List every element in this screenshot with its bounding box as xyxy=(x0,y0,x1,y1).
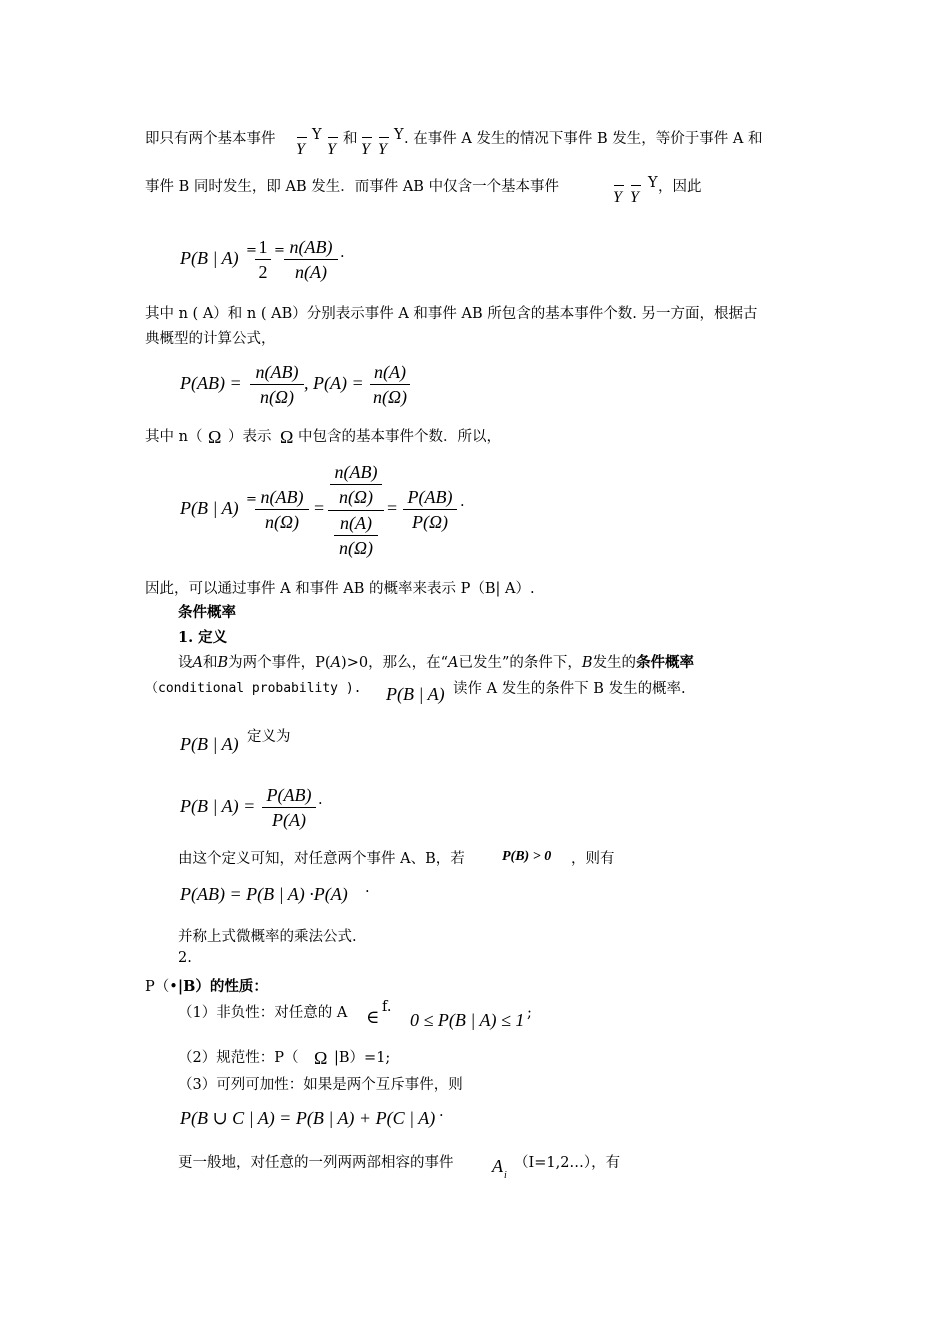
prop1-semicolon: ; xyxy=(527,1005,532,1021)
p6-text-a: 由这个定义可知，对任意两个事件 A、B，若 xyxy=(178,851,465,867)
y-text: Y xyxy=(394,127,404,143)
overline xyxy=(631,185,641,186)
eq1-half xyxy=(255,235,271,284)
section-2-number: 2. xyxy=(178,950,192,966)
numerator: n(AB) xyxy=(260,487,304,507)
y-bar: Y xyxy=(613,189,622,206)
p6-math: P(B) > 0 xyxy=(502,849,552,864)
numerator: n(A) xyxy=(374,362,406,382)
p5-text: 因此，可以通过事件 A 和事件 AB 的概率来表示 P（B| A）. xyxy=(145,581,535,597)
eq5-fraction xyxy=(262,783,316,832)
eq1-dot: . xyxy=(340,245,345,261)
definition-line1 xyxy=(178,651,694,672)
def-text-d: )>0，那么，在“ xyxy=(341,655,448,671)
properties-heading xyxy=(145,975,268,996)
y-bar: Y xyxy=(378,141,387,158)
y-bar: Y xyxy=(630,189,639,206)
prop2-text-a: （2）规范性：P（ xyxy=(178,1050,299,1066)
y-text: Y xyxy=(312,127,322,143)
eq5-dot: . xyxy=(318,792,323,808)
eq3-fraction1 xyxy=(255,485,309,534)
p2-text-a: 事件 B 同时发生，即 AB 发生．而事件 AB 中仅含一个基本事件 xyxy=(145,179,560,195)
eq5-lhs: P(B | A) = xyxy=(180,796,256,816)
overline xyxy=(328,137,338,138)
eq6: P(AB) = P(B | A) ·P(A) xyxy=(180,884,348,904)
eq3-eq2: = xyxy=(387,498,398,518)
y-bar: Y xyxy=(296,141,305,158)
y-text: Y xyxy=(648,175,658,191)
eq3-lhs: P(B | A) xyxy=(180,498,239,518)
prop3-text: （3）可列可加性：如果是两个互斥事件，则 xyxy=(178,1077,463,1093)
eq2-fraction1 xyxy=(250,360,304,409)
y-bar: Y xyxy=(327,141,336,158)
numerator: P(AB) xyxy=(407,487,453,507)
subscript-i: i xyxy=(504,1170,507,1181)
overline xyxy=(614,185,624,186)
eq1-eq: = xyxy=(274,243,285,258)
numerator: n(AB) xyxy=(255,362,299,382)
term-conditional-probability: 条件概率 xyxy=(636,654,695,671)
eq3-fraction3 xyxy=(403,485,457,534)
def-text-a: 设 xyxy=(178,655,193,671)
event-a: A xyxy=(192,655,203,671)
denominator: n(Ω) xyxy=(372,387,407,407)
eq3-eq: = xyxy=(314,498,325,518)
and-text: 和 xyxy=(343,131,358,147)
def-text-b: 和 xyxy=(202,655,218,671)
event-a: A xyxy=(330,655,342,671)
overline xyxy=(362,137,372,138)
p6-text-b: ，则有 xyxy=(571,851,615,867)
element-of-symbol: ∈ xyxy=(366,1007,380,1027)
p4-text-c: 中包含的基本事件个数．所以， xyxy=(298,429,501,445)
numerator: 1 xyxy=(258,237,268,257)
properties-heading-a: P（• xyxy=(145,979,178,995)
def-text-h: 读作 A 发生的条件下 B 发生的概率. xyxy=(453,681,686,697)
p1-text-a: 即只有两个基本事件 xyxy=(145,131,276,147)
eq1-eq-sup: = xyxy=(246,243,257,258)
def-text-f: 发生的 xyxy=(592,655,637,671)
omega-symbol: Ω xyxy=(208,427,222,447)
eq2-mid: , P(A) = xyxy=(304,373,364,393)
eq3-compound-denominator xyxy=(334,511,378,560)
y-bar: Y xyxy=(361,141,370,158)
p1-text-b: . 在事件 A 发生的情况下事件 B 发生，等价于事件 A 和 xyxy=(404,131,763,147)
eq3-compound-numerator xyxy=(330,460,382,509)
numerator: n(A) xyxy=(340,513,372,533)
denominator: n(A) xyxy=(295,262,327,282)
eq4-sup: 定义为 xyxy=(247,729,291,745)
prop1-f: f. xyxy=(382,999,392,1015)
eq2-fraction2 xyxy=(370,360,410,409)
eq3-eq-sup: = xyxy=(246,492,257,507)
eq6-dot: . xyxy=(365,880,370,896)
numerator: n(AB) xyxy=(289,237,333,257)
p3-line1: 其中 n ( A）和 n ( AB）分别表示事件 A 和事件 AB 所包含的基本事件个数. 另一方面，根据古 xyxy=(145,306,758,322)
eq2-lhs1: P(AB) = xyxy=(180,373,242,393)
denominator: n(Ω) xyxy=(264,512,299,532)
eq7-dot: . xyxy=(439,1104,444,1120)
event-b: B xyxy=(217,655,229,671)
eq7: P(B ∪ C | A) = P(B | A) + P(C | A) xyxy=(180,1108,436,1128)
prop1-math: 0 ≤ P(B | A) ≤ 1 xyxy=(410,1010,525,1030)
event-b: B xyxy=(581,655,593,671)
eq3-dot: . xyxy=(460,494,465,510)
p4-text-a: 其中 n（ xyxy=(145,429,203,445)
denominator: n(Ω) xyxy=(259,387,294,407)
overline xyxy=(297,137,307,138)
omega-symbol: Ω xyxy=(314,1048,328,1068)
p8-text-b: （I=1,2…），有 xyxy=(514,1155,621,1171)
p8-text-a: 更一般地，对任意的一列两两部相容的事件 xyxy=(178,1155,454,1171)
eq1-fraction xyxy=(284,235,338,284)
numerator: P(AB) xyxy=(266,785,312,805)
properties-heading-b: |B）的性质： xyxy=(177,978,268,995)
def-english: （conditional probability ). xyxy=(145,681,362,696)
section-heading: 条件概率 xyxy=(178,604,236,621)
p7-text: 并称上式微概率的乘法公式. xyxy=(178,929,357,945)
def-text-c: 为两个事件，P( xyxy=(228,655,331,671)
denominator: P(Ω) xyxy=(412,512,448,532)
subsection-heading: 1. 定义 xyxy=(178,629,228,646)
denominator: P(A) xyxy=(272,810,306,830)
numerator: n(AB) xyxy=(334,462,378,482)
event-ai: A xyxy=(492,1156,503,1176)
def-math: P(B | A) xyxy=(386,684,445,704)
overline xyxy=(379,137,389,138)
eq1-lhs: P(B | A) xyxy=(180,248,239,268)
event-a: A xyxy=(448,655,459,671)
denominator: n(Ω) xyxy=(338,538,373,558)
p2-text-b: ，因此 xyxy=(658,179,702,195)
p3-line2: 典概型的计算公式， xyxy=(145,331,276,347)
def-text-e: 已发生”的条件下， xyxy=(458,655,582,671)
omega-symbol: Ω xyxy=(280,427,294,447)
denominator: n(Ω) xyxy=(338,487,373,507)
prop2-text-b: |B）=1; xyxy=(334,1050,391,1066)
denominator: 2 xyxy=(258,262,268,282)
p4-text-b: ）表示 xyxy=(228,429,272,445)
prop1-text: （1）非负性：对任意的 A xyxy=(178,1005,348,1021)
eq4-lhs: P(B | A) xyxy=(180,734,239,754)
